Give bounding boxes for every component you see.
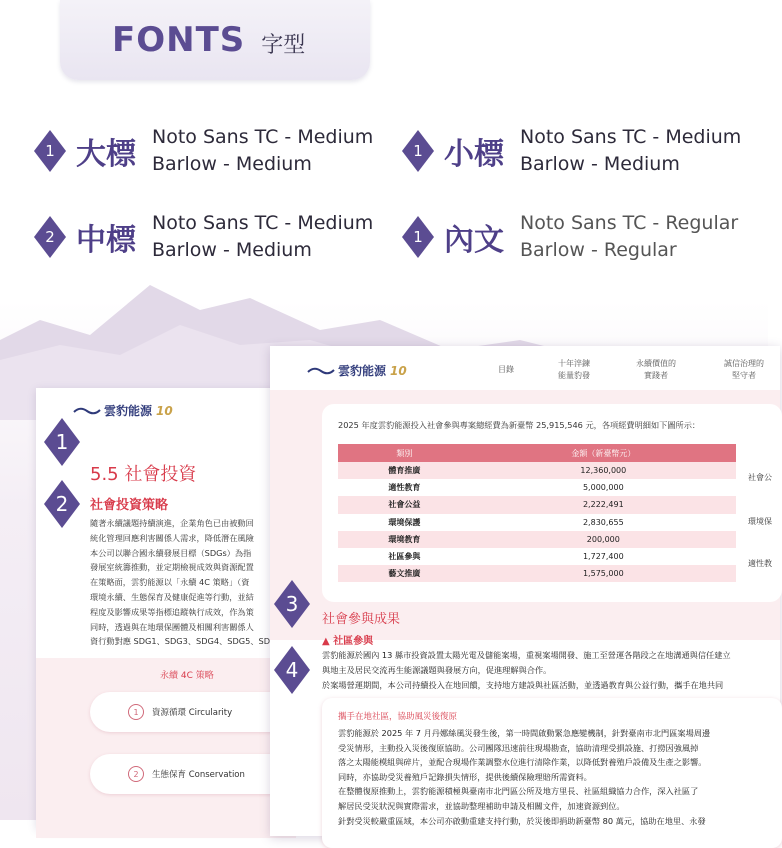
font-spec-mid-title [34,210,373,264]
header-tab [60,0,370,80]
story-card [322,698,782,848]
strategy-title: 永續 4C 策略 [160,671,214,681]
section-subheading: 社會投資策略 [90,498,169,513]
table-intro: 2025 年度雲豹能源投入社會參與專案總經費為新臺幣 25,915,546 元，各項經費明細如下圖所示： [338,420,701,430]
nav-item-sustainability[interactable]: 永續價值的 實踐者 [636,359,676,380]
column-header: 金額（新臺幣元） [471,444,736,462]
page-title: FONTS [112,20,246,60]
step-marker-4: 4 [274,646,310,694]
triangle-icon: ▲ [322,636,330,647]
section-heading: 5.5 社會投資 [90,464,197,485]
table-row: 環境保護 2,830,655 [338,514,736,531]
nav-item-toc[interactable]: 目錄 [498,365,514,374]
chart-label: 適性教 [748,559,772,568]
spec-fonts: Noto Sans TC - Medium Barlow - Medium [520,126,742,175]
step-marker-2: 2 [44,480,80,528]
spec-fonts: Noto Sans TC - Medium Barlow - Medium [152,212,374,261]
spec-fonts: Noto Sans TC - Medium Barlow - Medium [152,126,374,175]
spec-fonts: Noto Sans TC - Regular Barlow - Regular [520,212,739,261]
spec-label: 小標 [444,137,504,172]
nav-item-decade[interactable]: 十年淬鍊 能量豹發 [558,359,590,380]
chart-label: 環境保 [748,517,772,526]
column-header: 類別 [338,444,471,462]
number-diamond-icon: 1 [34,130,66,172]
budget-table [338,444,736,582]
chart-label: 社會公 [748,473,772,482]
number-diamond-icon: 1 [402,216,434,258]
front-document-page [270,346,780,836]
section-heading: 社會參與成果 [322,612,401,627]
body-text: 隨著永續議題持續演進，企業角色已由被動回 統化管理回應利害關係人需求，降低潛在風險 本公司以聯合國永續發展目標（SDGs）為指 發展室統籌推動，並定期檢視成效與資源配置 在策略面，雲豹能源以「永續 4C 策略」（資 環境永續、生態保育及健康促進等行動，並結 程度及影響成果等指標追蹤執行成效，作為策 同時，透過與在地環保團體及相關利害關係人 資行動對應 SDG1、SDG3、SDG4、SDG5、SD [90,518,271,647]
step-marker-3: 3 [274,580,310,628]
story-text: 雲豹能源於 2025 年 7 月丹娜絲風災發生後，第一時間啟動緊急應變機制，針對臺南市北門區案場周邊 受災情形，主動投入災後復原協助。公司團隊迅速前往現場勘查，協助清理受損設施、打撈因強風掉 落之太陽能模組與碎片，並配合現場作業調整水位進行清除作業，以降低對養殖戶設備及生產之影響。 同時，亦協助受災養殖戶記錄損失情形，提供後續保險理賠所需資料。 在整體復原推動上，雲豹能源積極與臺南市北門區公所及地方里長、社區組織協力合作，深入社區了 解居民受災狀況與實際需求，並協助整理補助申請及相關文件，加速資源到位。 針對受災較嚴重區域，本公司亦啟動重建支持行動，於災後即捐助新臺幣 80 萬元，協助在地里、永發 [338,728,711,826]
brand-logo: 雲豹能源 10 [74,402,173,419]
spec-label: 內文 [444,223,504,258]
number-diamond-icon: 1 [402,130,434,172]
wave-logo-icon [74,406,100,416]
brand-logo: 雲豹能源 10 [308,362,407,379]
table-row: 社區參與 1,727,400 [338,548,736,565]
body-text: 雲豹能源於國內 13 縣市投資設置太陽光電及儲能案場，重視案場開發、施工至營運各階段之在地溝通與信任建立 與地主及居民交流再生能源議題與發展方向，促進理解與合作。 於案場營運期間，本公司持續投入在地回饋，支持地方建設與社區活動，並透過教育與公益行動，攜手在地共同 [322,650,731,690]
budget-card [322,404,782,602]
table-row: 環境教育 200,000 [338,531,736,548]
step-marker-1: 1 [44,418,80,466]
number-diamond-icon: 2 [34,216,66,258]
font-spec-small-title [402,124,741,178]
font-spec-large-title [34,124,373,178]
strategy-panel [36,658,296,838]
font-spec-body [402,210,738,264]
spec-label: 大標 [76,137,136,172]
story-title: 攜手在地社區，協助風災後復原 [338,712,458,722]
table-row: 社會公益 2,222,491 [338,496,736,513]
table-row: 體育推廣 12,360,000 [338,462,736,479]
table-row: 適性教育 5,000,000 [338,479,736,496]
page-subtitle: 字型 [261,32,306,58]
spec-label: 中標 [76,223,136,258]
wave-logo-icon [308,366,334,376]
strategy-pill: 1 資源循環 Circularity [90,692,290,732]
section-subheading: ▲ 社區參與 [322,636,374,647]
strategy-pill: 2 生態保育 Conservation [90,754,290,794]
nav-item-governance[interactable]: 誠信治理的 堅守者 [724,359,764,380]
table-row: 藝文推廣 1,575,000 [338,565,736,582]
